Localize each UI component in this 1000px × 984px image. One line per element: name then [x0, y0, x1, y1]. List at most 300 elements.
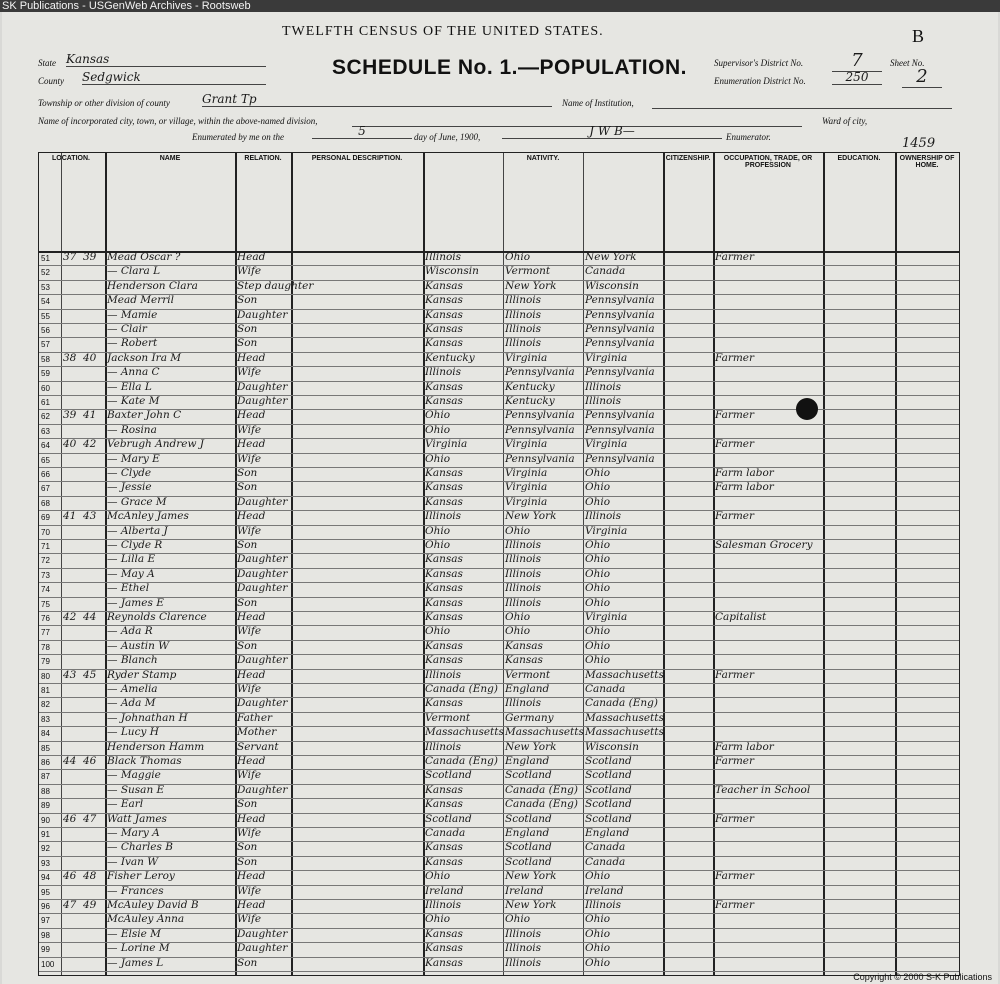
corner-letter: B [912, 26, 925, 46]
row-number: 62 [41, 412, 50, 422]
column-location: LOCATION. [52, 155, 90, 162]
person-name: — Clara L [107, 265, 161, 278]
column-citizenship: CITIZENSHIP. [665, 155, 711, 162]
grid-column-rule [663, 153, 665, 975]
dwelling-number: 41 [63, 510, 77, 523]
row-number: 89 [41, 801, 50, 811]
father-birthplace: England [505, 683, 550, 695]
birthplace: Ohio [425, 409, 451, 422]
row-number: 88 [41, 786, 50, 796]
column-nativity: NATIVITY. [526, 155, 560, 162]
father-birthplace: Kansas [505, 654, 543, 667]
row-number: 58 [41, 354, 50, 364]
birthplace: Kansas [425, 582, 463, 595]
relation: Wife [237, 827, 262, 839]
row-rule [39, 885, 959, 886]
person-name: — Johnathan H [107, 711, 188, 724]
mother-birthplace: Scotland [585, 783, 632, 796]
relation: Wife [237, 452, 262, 465]
relation: Head [237, 899, 266, 911]
occupation: Farmer [715, 899, 755, 911]
occupation: Teacher in School [715, 783, 811, 796]
father-birthplace: Vermont [505, 668, 551, 681]
father-birthplace: Scotland [505, 841, 552, 854]
mother-birthplace: Pennsylvania [585, 294, 655, 307]
relation: Wife [237, 913, 262, 926]
row-number: 63 [41, 426, 50, 436]
occupation: Farmer [715, 668, 755, 681]
birthplace: Ohio [425, 423, 451, 436]
birthplace: Illinois [425, 668, 462, 681]
relation: Son [237, 596, 258, 609]
person-name: — Clair [107, 323, 147, 335]
person-name: — James L [107, 956, 164, 969]
person-name: Jackson Ira M [107, 351, 182, 364]
ink-blot [796, 398, 818, 420]
birthplace: Canada [425, 827, 466, 839]
person-name: — Jessie [107, 481, 152, 494]
person-name: Vebrugh Andrew J [107, 438, 204, 451]
birthplace: Ohio [425, 913, 451, 926]
row-number: 90 [41, 815, 50, 825]
father-birthplace: Scotland [505, 855, 552, 868]
person-name: — Mary E [107, 452, 160, 465]
mother-birthplace: Pennsylvania [585, 423, 655, 436]
father-birthplace: Illinois [505, 337, 542, 350]
father-birthplace: Illinois [505, 582, 542, 595]
row-number: 71 [41, 542, 50, 551]
person-name: — Susan E [107, 783, 165, 796]
row-number: 77 [41, 628, 50, 638]
mother-birthplace: Ohio [585, 927, 611, 940]
mother-birthplace: Massachusetts [585, 726, 664, 739]
relation: Son [237, 798, 258, 811]
enumerator-value: J W B— [502, 124, 722, 139]
ward-label: Ward of city, [822, 116, 868, 126]
person-name: — Earl [107, 798, 144, 811]
father-birthplace: Pennsylvania [505, 423, 575, 436]
relation: Head [237, 251, 266, 263]
father-birthplace: Canada (Eng) [505, 783, 578, 796]
father-birthplace: New York [505, 510, 557, 523]
dwelling-number: 39 [63, 409, 77, 422]
county-label: County [38, 76, 64, 86]
father-birthplace: Illinois [505, 697, 542, 710]
birthplace: Wisconsin [425, 265, 479, 278]
person-name: — Charles B [107, 841, 173, 854]
birthplace: Kansas [425, 956, 463, 969]
row-rule [39, 957, 959, 958]
row-rule [39, 697, 959, 698]
mother-birthplace: Ohio [585, 582, 611, 595]
person-name: — Ella L [107, 380, 152, 393]
mother-birthplace: Pennsylvania [585, 308, 655, 321]
relation: Daughter [237, 553, 288, 566]
relation: Step daughter [237, 279, 314, 292]
person-name: — Austin W [107, 639, 170, 652]
row-number: 82 [41, 700, 50, 710]
father-birthplace: Illinois [505, 567, 542, 580]
relation: Head [237, 870, 266, 883]
father-birthplace: Ohio [505, 611, 531, 623]
father-birthplace: Virginia [505, 438, 548, 451]
person-name: — Clyde [107, 467, 152, 479]
sheet-label: Sheet No. [890, 58, 925, 68]
row-rule [39, 539, 959, 540]
person-name: Henderson Hamm [107, 740, 205, 753]
mother-birthplace: Ohio [585, 539, 611, 551]
person-name: Mead Merril [107, 294, 175, 307]
row-rule [39, 309, 959, 310]
row-number: 79 [41, 657, 50, 667]
dwelling-number: 42 [63, 611, 77, 623]
birthplace: Kansas [425, 596, 463, 609]
relation: Wife [237, 423, 262, 436]
birthplace: Kansas [425, 567, 463, 580]
row-number: 83 [41, 714, 50, 724]
column-relation: RELATION. [244, 155, 282, 162]
relation: Wife [237, 625, 262, 638]
dwelling-number: 38 [63, 351, 77, 364]
father-birthplace: New York [505, 740, 557, 753]
birthplace: Kansas [425, 495, 463, 508]
birthplace: Kansas [425, 337, 463, 350]
occupation: Farmer [715, 812, 755, 825]
person-name: — Lucy H [107, 726, 159, 739]
row-rule [39, 294, 959, 295]
father-birthplace: Ohio [505, 524, 531, 537]
mother-birthplace: New York [585, 251, 637, 263]
grid-column-rule [61, 153, 62, 975]
relation: Daughter [237, 783, 288, 796]
father-birthplace: Illinois [505, 956, 542, 969]
enumerator-label: Enumerator. [726, 132, 771, 142]
father-birthplace: Germany [505, 711, 554, 724]
father-birthplace: Massachusetts [505, 726, 584, 739]
row-number: 78 [41, 642, 50, 652]
dwelling-number: 43 [63, 668, 77, 681]
day-label: day of June, 1900, [414, 132, 481, 142]
relation: Head [237, 351, 266, 364]
mother-birthplace: Canada (Eng) [585, 697, 658, 710]
row-number: 64 [41, 441, 50, 451]
relation: Son [237, 323, 258, 335]
birthplace: Illinois [425, 510, 462, 523]
state-value: Kansas [66, 52, 266, 67]
birthplace: Kansas [425, 308, 463, 321]
father-birthplace: Pennsylvania [505, 409, 575, 422]
relation: Servant [237, 740, 279, 753]
row-rule [39, 323, 959, 324]
row-rule [39, 467, 959, 468]
person-name: McAuley Anna [107, 913, 185, 926]
family-number: 42 [83, 438, 97, 451]
census-title: TWELFTH CENSUS OF THE UNITED STATES. [282, 24, 604, 39]
row-rule [39, 654, 959, 655]
row-rule [39, 625, 959, 626]
relation: Daughter [237, 395, 288, 407]
column-name: NAME [159, 155, 181, 162]
birthplace: Illinois [425, 251, 462, 263]
father-birthplace: Illinois [505, 596, 542, 609]
mother-birthplace: Pennsylvania [585, 337, 655, 350]
relation: Daughter [237, 495, 288, 508]
birthplace: Ohio [425, 870, 451, 883]
family-number: 43 [83, 510, 97, 523]
stamp-number: 1459 [902, 136, 936, 151]
father-birthplace: Virginia [505, 481, 548, 494]
row-number: 56 [41, 326, 50, 335]
birthplace: Kansas [425, 697, 463, 710]
family-number: 41 [83, 409, 97, 422]
birthplace: Kentucky [425, 351, 475, 364]
relation: Wife [237, 366, 262, 379]
mother-birthplace: Ohio [585, 654, 611, 667]
row-rule [39, 481, 959, 482]
relation: Daughter [237, 654, 288, 667]
relation: Daughter [237, 697, 288, 710]
relation: Mother [237, 726, 277, 739]
mother-birthplace: Illinois [585, 510, 622, 523]
father-birthplace: Kentucky [505, 395, 555, 407]
mother-birthplace: Scotland [585, 769, 632, 782]
relation: Wife [237, 884, 262, 897]
person-name: Henderson Clara [107, 279, 198, 292]
day-value: 5 [312, 124, 412, 139]
father-birthplace: Virginia [505, 351, 548, 364]
occupation: Salesman Grocery [715, 539, 813, 551]
relation: Son [237, 294, 258, 307]
person-name: McAnley James [107, 510, 189, 523]
township-value: Grant Tp [202, 92, 552, 107]
relation: Wife [237, 524, 262, 537]
occupation: Farmer [715, 755, 755, 767]
person-name: — Elsie M [107, 927, 161, 940]
grid-column-rule [583, 153, 584, 975]
mother-birthplace: Scotland [585, 798, 632, 811]
row-number: 98 [41, 930, 50, 940]
mother-birthplace: Ireland [585, 884, 624, 897]
person-name: Mead Oscar ? [107, 251, 181, 263]
birthplace: Kansas [425, 841, 463, 854]
mother-birthplace: Canada [585, 855, 626, 868]
mother-birthplace: Illinois [585, 395, 622, 407]
person-name: — Ivan W [107, 855, 159, 868]
relation: Daughter [237, 582, 288, 595]
relation: Head [237, 409, 266, 422]
mother-birthplace: Pennsylvania [585, 452, 655, 465]
relation: Daughter [237, 308, 288, 321]
dwelling-number: 46 [63, 870, 77, 883]
father-birthplace: New York [505, 870, 557, 883]
occupation: Farmer [715, 351, 755, 364]
row-number: 92 [41, 844, 50, 854]
birthplace: Virginia [425, 438, 468, 451]
person-name: — Kate M [107, 395, 160, 407]
father-birthplace: Canada (Eng) [505, 798, 578, 811]
person-name: — Blanch [107, 654, 158, 667]
column-ownership: OWNERSHIP OF HOME. [899, 155, 955, 169]
row-number: 67 [41, 484, 50, 494]
relation: Head [237, 668, 266, 681]
person-name: Baxter John C [107, 409, 182, 422]
relation: Daughter [237, 927, 288, 940]
birthplace: Illinois [425, 899, 462, 911]
site-source-bar: SK Publications - USGenWeb Archives - Rootsweb [0, 0, 1000, 12]
row-number: 100 [41, 959, 55, 969]
birthplace: Kansas [425, 855, 463, 868]
person-name: — Ada M [107, 697, 156, 710]
family-number: 39 [83, 251, 97, 263]
row-rule [39, 813, 959, 814]
row-number: 94 [41, 873, 50, 883]
mother-birthplace: Illinois [585, 899, 622, 911]
column-occupation: OCCUPATION, TRADE, OR PROFESSION [723, 155, 813, 169]
person-name: Reynolds Clarence [107, 611, 207, 623]
supervisor-label: Supervisor's District No. [714, 58, 804, 68]
person-name: — Grace M [107, 495, 167, 508]
row-number: 59 [41, 369, 50, 379]
row-rule [39, 366, 959, 367]
birthplace: Ohio [425, 625, 451, 638]
row-rule [39, 640, 959, 641]
father-birthplace: Virginia [505, 495, 548, 508]
enumeration-value: 250 [832, 70, 882, 85]
row-rule [39, 841, 959, 842]
mother-birthplace: Ohio [585, 467, 611, 479]
birthplace: Scotland [425, 812, 472, 825]
row-rule [39, 942, 959, 943]
birthplace: Kansas [425, 279, 463, 292]
row-rule [39, 928, 959, 929]
mother-birthplace: Ohio [585, 942, 611, 955]
person-name: — James E [107, 596, 164, 609]
father-birthplace: Illinois [505, 553, 542, 566]
father-birthplace: Pennsylvania [505, 452, 575, 465]
row-number: 74 [41, 585, 50, 595]
mother-birthplace: Virginia [585, 611, 628, 623]
census-sheet [2, 12, 998, 984]
row-number: 61 [41, 398, 50, 407]
occupation: Farmer [715, 251, 755, 263]
birthplace: Canada (Eng) [425, 683, 498, 695]
birthplace: Illinois [425, 740, 462, 753]
birthplace: Kansas [425, 467, 463, 479]
family-number: 45 [83, 668, 97, 681]
birthplace: Canada (Eng) [425, 755, 498, 767]
row-rule [39, 496, 959, 497]
row-number: 87 [41, 772, 50, 782]
mother-birthplace: Massachusetts [585, 668, 664, 681]
mother-birthplace: Virginia [585, 438, 628, 451]
birthplace: Kansas [425, 553, 463, 566]
row-rule [39, 798, 959, 799]
row-rule [39, 870, 959, 871]
row-number: 54 [41, 297, 50, 307]
father-birthplace: Illinois [505, 308, 542, 321]
row-number: 55 [41, 311, 50, 321]
row-number: 97 [41, 916, 50, 926]
person-name: — Maggie [107, 769, 161, 782]
birthplace: Kansas [425, 798, 463, 811]
row-number: 65 [41, 455, 50, 465]
birthplace: Kansas [425, 654, 463, 667]
row-number: 68 [41, 498, 50, 508]
row-rule [39, 553, 959, 554]
relation: Head [237, 510, 266, 523]
birthplace: Kansas [425, 380, 463, 393]
row-number: 93 [41, 858, 50, 868]
row-number: 60 [41, 383, 50, 393]
person-name: — May A [107, 567, 155, 580]
relation: Son [237, 337, 258, 350]
person-name: — Robert [107, 337, 158, 350]
relation: Son [237, 467, 258, 479]
row-rule [39, 769, 959, 770]
institution-line [652, 108, 952, 109]
enumerated-label: Enumerated by me on the [192, 132, 284, 142]
father-birthplace: Illinois [505, 294, 542, 307]
schedule-title: SCHEDULE No. 1.—POPULATION. [332, 56, 687, 79]
occupation: Capitalist [715, 611, 767, 623]
family-number: 48 [83, 870, 97, 883]
row-rule [39, 856, 959, 857]
birthplace: Kansas [425, 323, 463, 335]
relation: Daughter [237, 942, 288, 955]
row-number: 73 [41, 570, 50, 580]
row-number: 72 [41, 556, 50, 566]
occupation: Farm labor [715, 481, 774, 494]
mother-birthplace: Illinois [585, 380, 622, 393]
relation: Son [237, 639, 258, 652]
relation: Father [237, 711, 273, 724]
person-name: — Mamie [107, 308, 158, 321]
birthplace: Ohio [425, 452, 451, 465]
father-birthplace: England [505, 827, 550, 839]
father-birthplace: New York [505, 279, 557, 292]
person-name: Fisher Leroy [107, 870, 175, 883]
family-number: 47 [83, 812, 97, 825]
mother-birthplace: Ohio [585, 913, 611, 926]
mother-birthplace: Virginia [585, 524, 628, 537]
row-number: 70 [41, 527, 50, 537]
row-number: 91 [41, 830, 50, 839]
person-name: — Lilla E [107, 553, 156, 566]
occupation: Farmer [715, 870, 755, 883]
row-number: 76 [41, 614, 50, 623]
father-birthplace: Ohio [505, 625, 531, 638]
father-birthplace: Kentucky [505, 380, 555, 393]
person-name: Watt James [107, 812, 167, 825]
mother-birthplace: England [585, 827, 630, 839]
row-rule [39, 395, 959, 396]
father-birthplace: Illinois [505, 539, 542, 551]
sheet-value: 2 [902, 66, 942, 88]
relation: Head [237, 812, 266, 825]
row-number: 80 [41, 671, 50, 681]
father-birthplace: Ohio [505, 913, 531, 926]
row-number: 69 [41, 513, 50, 523]
mother-birthplace: Virginia [585, 351, 628, 364]
row-number: 84 [41, 729, 50, 739]
mother-birthplace: Ohio [585, 956, 611, 969]
father-birthplace: Illinois [505, 942, 542, 955]
family-number: 46 [83, 755, 97, 767]
father-birthplace: Pennsylvania [505, 366, 575, 379]
enumeration-label: Enumeration District No. [714, 76, 806, 86]
father-birthplace: Illinois [505, 323, 542, 335]
mother-birthplace: Pennsylvania [585, 409, 655, 422]
